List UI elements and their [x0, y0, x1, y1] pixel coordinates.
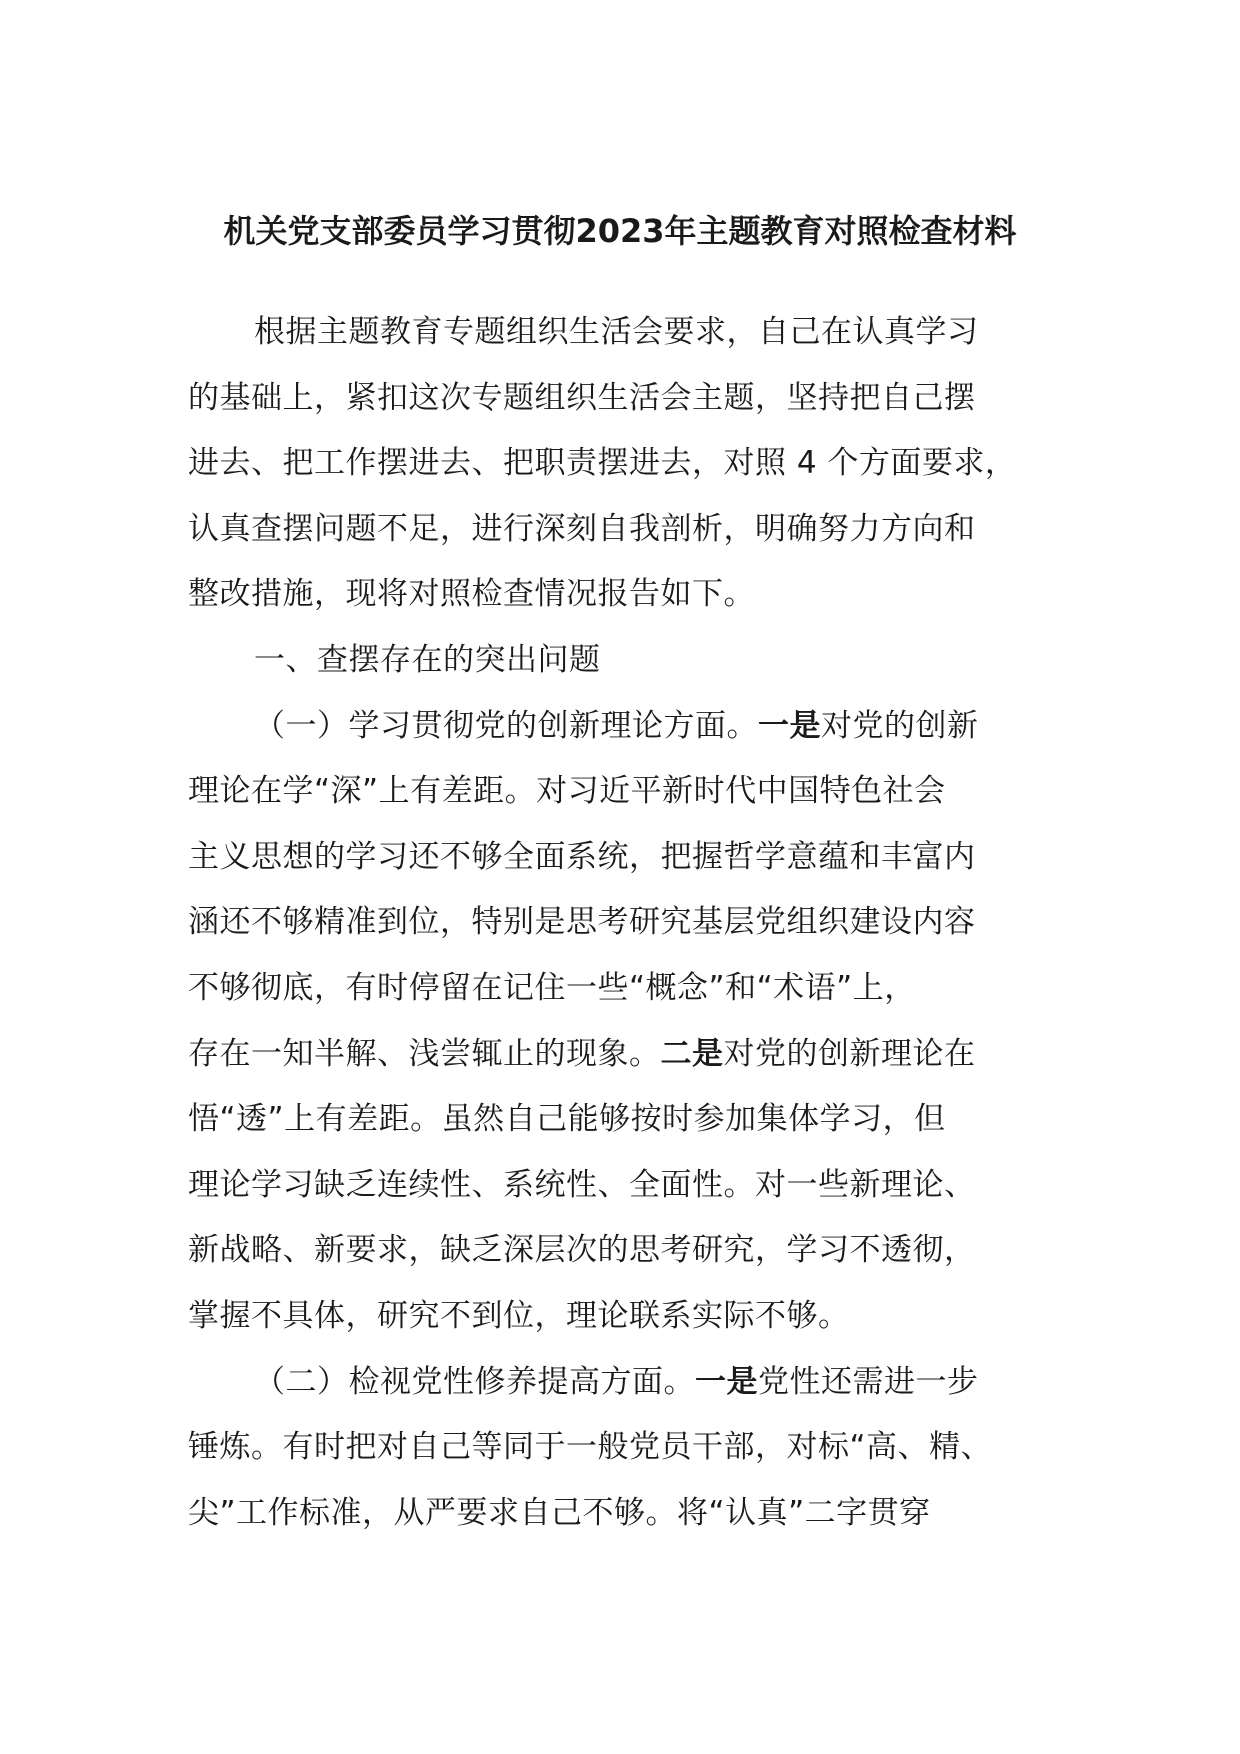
subsection-1-line: 理论学习缺乏连续性、系统性、全面性。对一些新理论、 — [188, 1166, 976, 1203]
subsection-1-paragraph — [188, 694, 1058, 1350]
subsection-1-line: 理论在学“深”上有差距。对习近平新时代中国特色社会 — [188, 773, 946, 810]
intro-line: 的基础上，紧扣这次专题组织生活会主题，坚持把自己摆 — [188, 379, 976, 416]
intro-line: 认真查摆问题不足，进行深刻自我剖析，明确努力方向和 — [188, 510, 976, 547]
intro-line: 进去、把工作摆进去、把职责摆进去，对照 4 个方面要求， — [188, 445, 1017, 482]
subsection-2-paragraph — [188, 1350, 1058, 1547]
subsection-1-line: （一）学习贯彻党的创新理论方面。一是对党的创新 — [254, 707, 979, 744]
subsection-1-line: 主义思想的学习还不够全面系统，把握哲学意蕴和丰富内 — [188, 838, 976, 875]
section-heading: 一、查摆存在的突出问题 — [254, 641, 601, 678]
intro-line: 根据主题教育专题组织生活会要求，自己在认真学习 — [254, 314, 979, 350]
document-title: 机关党支部委员学习贯彻2023年主题教育对照检查材料 — [223, 212, 1017, 250]
subsection-1-line: 存在一知半解、浅尝辄止的现象。二是对党的创新理论在 — [188, 1035, 976, 1072]
intro-paragraph — [188, 300, 1058, 628]
subsection-2-line: （二）检视党性修养提高方面。一是党性还需进一步 — [254, 1363, 979, 1400]
subsection-1-line: 悟“透”上有差距。虽然自己能够按时参加集体学习，但 — [188, 1101, 946, 1138]
emphasis-marker: 二是 — [660, 1035, 724, 1072]
subsection-1-line: 新战略、新要求，缺乏深层次的思考研究，学习不透彻， — [188, 1232, 976, 1269]
document-body — [188, 300, 1058, 1546]
subsection-2-line: 尖”工作标准，从严要求自己不够。将“认真”二字贯穿 — [188, 1494, 931, 1531]
subsection-1-line: 掌握不具体，研究不到位，理论联系实际不够。 — [188, 1297, 850, 1334]
intro-line: 整改措施，现将对照检查情况报告如下。 — [188, 576, 755, 613]
emphasis-marker: 一是 — [758, 707, 821, 744]
subsection-2-line: 锤炼。有时把对自己等同于一般党员干部，对标“高、精、 — [188, 1429, 993, 1466]
emphasis-marker: 一是 — [695, 1363, 758, 1400]
subsection-1-line: 不够彻底，有时停留在记住一些“概念”和“术语”上， — [188, 969, 916, 1006]
subsection-1-line: 涵还不够精准到位，特别是思考研究基层党组织建设内容 — [188, 904, 976, 941]
